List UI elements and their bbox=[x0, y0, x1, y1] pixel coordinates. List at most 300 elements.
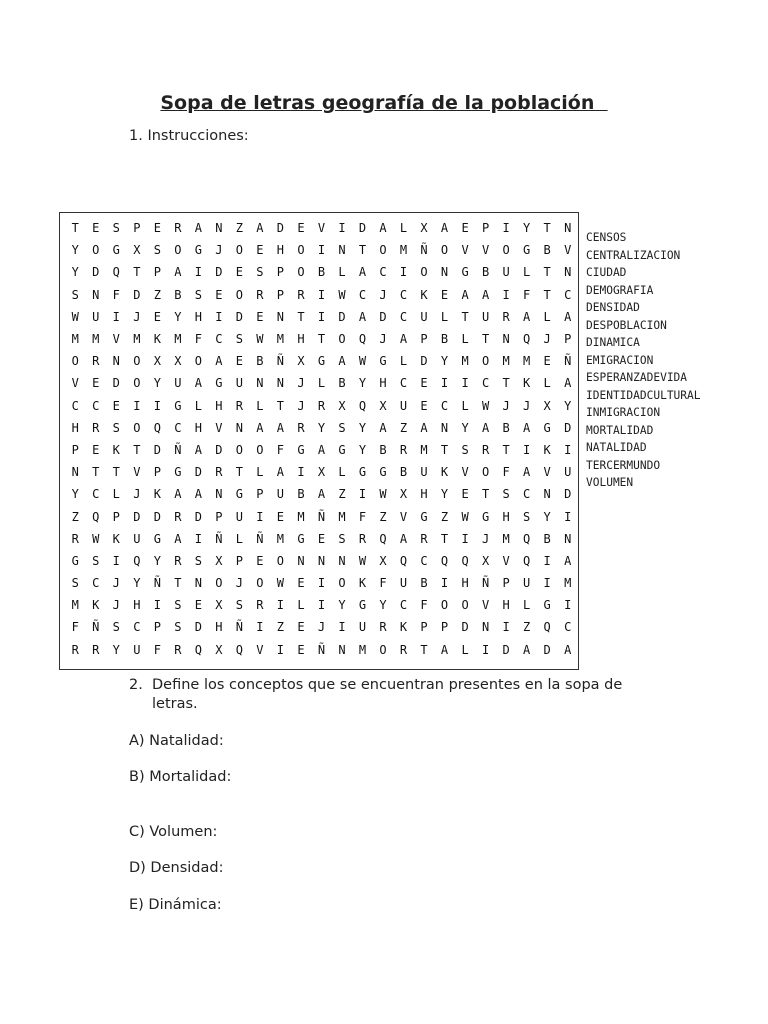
grid-cell: K bbox=[543, 442, 551, 457]
grid-cell: T bbox=[133, 265, 141, 280]
grid-cell: S bbox=[338, 420, 346, 435]
answer-natalidad: A) Natalidad: bbox=[129, 733, 224, 749]
grid-cell: O bbox=[276, 553, 285, 568]
grid-cell: K bbox=[112, 531, 120, 546]
grid-cell: P bbox=[215, 509, 223, 524]
grid-cell: H bbox=[297, 332, 305, 347]
grid-cell: C bbox=[399, 598, 408, 613]
grid-cell: I bbox=[153, 598, 161, 613]
grid-cell: D bbox=[194, 620, 202, 635]
grid-cell: V bbox=[215, 420, 223, 435]
grid-cell: G bbox=[543, 420, 551, 435]
grid-cell: N bbox=[338, 642, 346, 657]
grid-cell: Y bbox=[153, 376, 161, 391]
grid-cell: L bbox=[440, 309, 449, 324]
grid-cell: P bbox=[235, 553, 243, 568]
grid-cell: V bbox=[461, 243, 469, 258]
grid-cell: I bbox=[256, 509, 264, 524]
grid-cell: N bbox=[317, 553, 326, 568]
grid-cell: L bbox=[297, 598, 305, 613]
grid-cell: I bbox=[317, 243, 326, 258]
grid-cell: D bbox=[194, 509, 202, 524]
grid-cell: R bbox=[399, 442, 408, 457]
grid-cell: I bbox=[215, 309, 223, 324]
grid-cell: M bbox=[420, 442, 428, 457]
grid-cell: R bbox=[481, 442, 490, 457]
word-list-item: ESPERANZADEVIDA bbox=[586, 371, 688, 384]
grid-cell: J bbox=[543, 332, 551, 347]
grid-cell: E bbox=[235, 265, 243, 280]
grid-cell: E bbox=[461, 487, 469, 502]
grid-cell: C bbox=[92, 487, 100, 502]
grid-cell: Q bbox=[461, 553, 469, 568]
grid-cell: Z bbox=[399, 420, 408, 435]
grid-cell: E bbox=[276, 509, 285, 524]
grid-cell: F bbox=[379, 576, 387, 591]
grid-cell: X bbox=[317, 465, 326, 480]
grid-cell: G bbox=[174, 398, 182, 413]
grid-cell: Z bbox=[235, 221, 243, 236]
grid-cell: M bbox=[92, 332, 100, 347]
grid-cell: B bbox=[338, 376, 346, 391]
grid-cell: Ñ bbox=[420, 243, 428, 258]
grid-cell: J bbox=[481, 531, 490, 546]
grid-cell: D bbox=[564, 420, 572, 435]
grid-cell: C bbox=[133, 620, 141, 635]
grid-cell: P bbox=[420, 332, 428, 347]
grid-cell: R bbox=[174, 221, 182, 236]
grid-cell: T bbox=[420, 642, 428, 657]
grid-cell: F bbox=[71, 620, 79, 635]
word-list-item: VOLUMEN bbox=[586, 476, 634, 489]
grid-cell: X bbox=[481, 553, 490, 568]
grid-cell: E bbox=[92, 442, 100, 457]
grid-cell: X bbox=[379, 398, 387, 413]
grid-cell: D bbox=[338, 309, 346, 324]
word-list-item: DEMOGRAFIA bbox=[586, 283, 654, 297]
grid-cell: R bbox=[71, 531, 79, 546]
grid-cell: X bbox=[215, 598, 223, 613]
grid-cell: K bbox=[440, 465, 449, 480]
grid-cell: U bbox=[358, 620, 367, 635]
grid-cell: X bbox=[399, 487, 408, 502]
grid-cell: V bbox=[481, 598, 490, 613]
grid-cell: T bbox=[440, 531, 449, 546]
grid-cell: M bbox=[358, 642, 367, 657]
grid-cell: O bbox=[379, 243, 387, 258]
grid-cell: B bbox=[502, 420, 510, 435]
grid-cell: S bbox=[461, 442, 469, 457]
grid-cell: I bbox=[317, 309, 326, 324]
grid-cell: A bbox=[317, 442, 326, 457]
grid-cell: U bbox=[276, 487, 285, 502]
grid-cell: S bbox=[194, 287, 202, 302]
grid-row bbox=[65, 616, 578, 638]
grid-cell: H bbox=[215, 620, 223, 635]
grid-cell: E bbox=[297, 576, 305, 591]
grid-cell: S bbox=[112, 620, 120, 635]
grid-cell: K bbox=[112, 442, 120, 457]
grid-cell: N bbox=[440, 420, 449, 435]
grid-cell: O bbox=[379, 642, 387, 657]
grid-cell: A bbox=[194, 376, 202, 391]
grid-cell: D bbox=[420, 354, 428, 369]
grid-cell: O bbox=[235, 243, 243, 258]
grid-cell: O bbox=[235, 442, 243, 457]
grid-cell: C bbox=[71, 398, 79, 413]
grid-cell: H bbox=[194, 420, 202, 435]
grid-cell: P bbox=[153, 620, 161, 635]
grid-cell: H bbox=[461, 576, 469, 591]
grid-cell: N bbox=[215, 487, 223, 502]
grid-cell: P bbox=[420, 620, 428, 635]
grid-cell: Y bbox=[174, 309, 182, 324]
grid-cell: E bbox=[194, 598, 202, 613]
word-list-item: IDENTIDADCULTURAL bbox=[586, 388, 701, 402]
grid-cell: N bbox=[71, 465, 79, 480]
grid-cell: Q bbox=[235, 642, 243, 657]
grid-cell: M bbox=[174, 332, 182, 347]
grid-cell: P bbox=[440, 620, 449, 635]
grid-cell: E bbox=[92, 221, 100, 236]
grid-cell: G bbox=[461, 265, 469, 280]
grid-cell: G bbox=[153, 531, 161, 546]
grid-cell: A bbox=[440, 642, 449, 657]
grid-cell: O bbox=[215, 576, 223, 591]
grid-row bbox=[65, 217, 578, 239]
grid-cell: P bbox=[133, 221, 141, 236]
grid-cell: Y bbox=[112, 642, 120, 657]
grid-cell: D bbox=[92, 265, 100, 280]
grid-cell: Ñ bbox=[153, 576, 161, 591]
grid-cell: R bbox=[502, 309, 510, 324]
grid-cell: R bbox=[256, 287, 264, 302]
grid-cell: G bbox=[317, 354, 326, 369]
grid-cell: O bbox=[235, 287, 243, 302]
grid-cell: Ñ bbox=[174, 442, 182, 457]
grid-cell: S bbox=[92, 553, 100, 568]
grid-cell: E bbox=[440, 287, 449, 302]
grid-cell: H bbox=[420, 487, 428, 502]
grid-cell: E bbox=[317, 531, 326, 546]
grid-cell: Y bbox=[153, 553, 161, 568]
grid-cell: G bbox=[215, 376, 223, 391]
grid-row bbox=[65, 528, 578, 550]
grid-cell: D bbox=[358, 221, 367, 236]
grid-cell: A bbox=[194, 221, 202, 236]
grid-cell: I bbox=[440, 376, 449, 391]
grid-cell: H bbox=[276, 243, 285, 258]
grid-cell: G bbox=[358, 465, 367, 480]
grid-cell: T bbox=[358, 243, 367, 258]
grid-cell: S bbox=[194, 553, 202, 568]
grid-cell: V bbox=[399, 509, 408, 524]
grid-cell: C bbox=[440, 398, 449, 413]
grid-cell: I bbox=[440, 576, 449, 591]
grid-cell: Y bbox=[133, 576, 141, 591]
grid-cell: N bbox=[564, 221, 572, 236]
grid-cell: A bbox=[440, 221, 449, 236]
grid-row bbox=[65, 261, 578, 283]
word-list bbox=[586, 229, 701, 492]
word-search-grid bbox=[59, 212, 579, 670]
grid-cell: J bbox=[379, 287, 387, 302]
grid-cell: W bbox=[358, 553, 367, 568]
question-2-number: 2. bbox=[129, 677, 143, 693]
answer-dinamica: E) Dinámica: bbox=[129, 897, 222, 913]
grid-cell: Z bbox=[379, 509, 387, 524]
grid-cell: E bbox=[235, 354, 243, 369]
word-list-item: EMIGRACION bbox=[586, 353, 654, 367]
grid-cell: X bbox=[153, 354, 161, 369]
grid-cell: A bbox=[522, 465, 531, 480]
grid-cell: N bbox=[502, 332, 510, 347]
grid-cell: A bbox=[215, 354, 223, 369]
grid-cell: N bbox=[92, 287, 100, 302]
grid-cell: W bbox=[338, 287, 346, 302]
grid-cell: L bbox=[543, 309, 551, 324]
grid-cell: A bbox=[481, 420, 490, 435]
grid-row bbox=[65, 439, 578, 461]
grid-cell: N bbox=[338, 243, 346, 258]
grid-cell: U bbox=[235, 509, 243, 524]
grid-cell: H bbox=[133, 598, 141, 613]
grid-cell: Ñ bbox=[215, 531, 223, 546]
question-2 bbox=[129, 676, 649, 714]
grid-cell: C bbox=[399, 376, 408, 391]
grid-cell: C bbox=[92, 398, 100, 413]
grid-cell: A bbox=[522, 309, 531, 324]
grid-cell: N bbox=[440, 265, 449, 280]
grid-cell: G bbox=[174, 465, 182, 480]
grid-cell: V bbox=[112, 332, 120, 347]
grid-cell: P bbox=[153, 465, 161, 480]
grid-cell: V bbox=[481, 243, 490, 258]
grid-cell: D bbox=[215, 265, 223, 280]
grid-cell: F bbox=[420, 598, 428, 613]
grid-cell: S bbox=[256, 265, 264, 280]
grid-cell: R bbox=[399, 642, 408, 657]
grid-cell: P bbox=[502, 576, 510, 591]
grid-cell: T bbox=[317, 332, 326, 347]
grid-cell: S bbox=[338, 531, 346, 546]
grid-cell: D bbox=[379, 309, 387, 324]
grid-cell: S bbox=[112, 420, 120, 435]
grid-cell: Y bbox=[564, 398, 572, 413]
grid-cell: C bbox=[92, 576, 100, 591]
grid-cell: L bbox=[543, 376, 551, 391]
grid-cell: R bbox=[358, 531, 367, 546]
grid-cell: U bbox=[235, 376, 243, 391]
grid-cell: X bbox=[174, 354, 182, 369]
grid-cell: G bbox=[194, 243, 202, 258]
word-list-item: INMIGRACION bbox=[586, 406, 661, 419]
grid-cell: O bbox=[440, 243, 449, 258]
grid-cell: U bbox=[481, 309, 490, 324]
grid-cell: X bbox=[379, 553, 387, 568]
grid-cell: O bbox=[133, 354, 141, 369]
answer-volumen: C) Volumen: bbox=[129, 824, 218, 840]
grid-cell: N bbox=[338, 553, 346, 568]
word-list-item: DENSIDAD bbox=[586, 301, 640, 314]
grid-cell: J bbox=[297, 398, 305, 413]
grid-row bbox=[65, 505, 578, 527]
grid-cell: O bbox=[481, 465, 490, 480]
grid-cell: C bbox=[358, 287, 367, 302]
grid-cell: E bbox=[420, 398, 428, 413]
grid-cell: L bbox=[112, 487, 120, 502]
grid-cell: S bbox=[112, 221, 120, 236]
grid-cell: R bbox=[297, 287, 305, 302]
grid-cell: R bbox=[297, 420, 305, 435]
grid-cell: Q bbox=[358, 398, 367, 413]
grid-cell: T bbox=[502, 442, 510, 457]
grid-cell: O bbox=[194, 354, 202, 369]
grid-row bbox=[65, 461, 578, 483]
grid-cell: M bbox=[71, 598, 79, 613]
grid-cell: D bbox=[564, 487, 572, 502]
grid-cell: K bbox=[92, 598, 100, 613]
grid-cell: R bbox=[92, 642, 100, 657]
grid-cell: Ñ bbox=[317, 642, 326, 657]
grid-cell: F bbox=[112, 287, 120, 302]
word-list-item: DINAMICA bbox=[586, 336, 640, 349]
grid-cell: Y bbox=[338, 598, 346, 613]
grid-cell: W bbox=[256, 332, 264, 347]
grid-cell: R bbox=[235, 398, 243, 413]
grid-cell: M bbox=[461, 354, 469, 369]
grid-cell: X bbox=[543, 398, 551, 413]
grid-cell: F bbox=[358, 509, 367, 524]
grid-cell: Q bbox=[153, 420, 161, 435]
grid-cell: L bbox=[399, 221, 408, 236]
grid-cell: K bbox=[399, 620, 408, 635]
grid-cell: Ñ bbox=[564, 354, 572, 369]
grid-cell: Q bbox=[399, 553, 408, 568]
grid-cell: E bbox=[153, 309, 161, 324]
grid-cell: Ñ bbox=[276, 354, 285, 369]
question-2-text: Define los conceptos que se encuentran presentes en la sopa de letras. bbox=[152, 677, 623, 712]
grid-cell: L bbox=[461, 642, 469, 657]
grid-cell: G bbox=[235, 487, 243, 502]
grid-cell: X bbox=[420, 221, 428, 236]
grid-cell: W bbox=[358, 354, 367, 369]
grid-cell: J bbox=[112, 576, 120, 591]
grid-cell: T bbox=[235, 465, 243, 480]
grid-cell: M bbox=[338, 509, 346, 524]
grid-cell: X bbox=[338, 398, 346, 413]
grid-cell: T bbox=[440, 442, 449, 457]
grid-cell: G bbox=[543, 598, 551, 613]
grid-cell: F bbox=[153, 642, 161, 657]
grid-cell: Ñ bbox=[92, 620, 100, 635]
grid-cell: V bbox=[317, 221, 326, 236]
grid-cell: J bbox=[215, 243, 223, 258]
grid-cell: O bbox=[256, 576, 264, 591]
grid-cell: S bbox=[153, 243, 161, 258]
grid-cell: O bbox=[338, 332, 346, 347]
grid-cell: T bbox=[543, 287, 551, 302]
grid-cell: R bbox=[379, 620, 387, 635]
grid-cell: A bbox=[461, 287, 469, 302]
grid-cell: N bbox=[276, 309, 285, 324]
grid-cell: M bbox=[502, 354, 510, 369]
grid-cell: G bbox=[379, 465, 387, 480]
grid-cell: F bbox=[522, 287, 531, 302]
grid-cell: B bbox=[399, 465, 408, 480]
grid-cell: Q bbox=[379, 531, 387, 546]
grid-cell: Y bbox=[379, 598, 387, 613]
grid-cell: U bbox=[133, 531, 141, 546]
grid-cell: O bbox=[338, 576, 346, 591]
grid-cell: I bbox=[153, 398, 161, 413]
grid-cell: L bbox=[338, 265, 346, 280]
grid-cell: I bbox=[338, 221, 346, 236]
grid-cell: L bbox=[522, 598, 531, 613]
grid-cell: S bbox=[235, 598, 243, 613]
grid-cell: H bbox=[379, 376, 387, 391]
grid-cell: P bbox=[564, 332, 572, 347]
grid-cell: U bbox=[399, 576, 408, 591]
instructions-heading: 1. Instrucciones: bbox=[129, 128, 249, 144]
grid-cell: J bbox=[112, 598, 120, 613]
grid-cell: Y bbox=[358, 442, 367, 457]
grid-cell: H bbox=[502, 598, 510, 613]
grid-cell: N bbox=[235, 420, 243, 435]
grid-cell: H bbox=[194, 309, 202, 324]
grid-cell: A bbox=[194, 442, 202, 457]
grid-cell: E bbox=[215, 287, 223, 302]
grid-cell: P bbox=[153, 265, 161, 280]
grid-cell: O bbox=[461, 598, 469, 613]
grid-row bbox=[65, 350, 578, 372]
grid-cell: V bbox=[502, 553, 510, 568]
grid-cell: P bbox=[276, 265, 285, 280]
grid-cell: C bbox=[522, 487, 531, 502]
grid-row bbox=[65, 550, 578, 572]
grid-cell: A bbox=[174, 265, 182, 280]
grid-cell: D bbox=[461, 620, 469, 635]
grid-row bbox=[65, 572, 578, 594]
grid-cell: C bbox=[420, 553, 428, 568]
grid-cell: U bbox=[92, 309, 100, 324]
grid-cell: E bbox=[112, 398, 120, 413]
grid-cell: R bbox=[256, 598, 264, 613]
grid-cell: H bbox=[71, 420, 79, 435]
grid-cell: R bbox=[215, 465, 223, 480]
grid-cell: L bbox=[194, 398, 202, 413]
grid-cell: N bbox=[256, 376, 264, 391]
grid-cell: N bbox=[543, 487, 551, 502]
grid-cell: F bbox=[276, 442, 285, 457]
grid-cell: R bbox=[174, 642, 182, 657]
grid-cell: R bbox=[92, 354, 100, 369]
grid-cell: C bbox=[399, 309, 408, 324]
word-list-item: CIUDAD bbox=[586, 266, 627, 279]
grid-cell: C bbox=[174, 420, 182, 435]
grid-cell: V bbox=[256, 642, 264, 657]
grid-cell: I bbox=[564, 442, 572, 457]
grid-cell: C bbox=[215, 332, 223, 347]
grid-cell: I bbox=[564, 598, 572, 613]
grid-cell: U bbox=[399, 398, 408, 413]
grid-cell: S bbox=[235, 332, 243, 347]
grid-cell: I bbox=[194, 265, 202, 280]
grid-cell: D bbox=[153, 442, 161, 457]
grid-cell: A bbox=[564, 309, 572, 324]
grid-cell: J bbox=[235, 576, 243, 591]
grid-cell: E bbox=[153, 221, 161, 236]
